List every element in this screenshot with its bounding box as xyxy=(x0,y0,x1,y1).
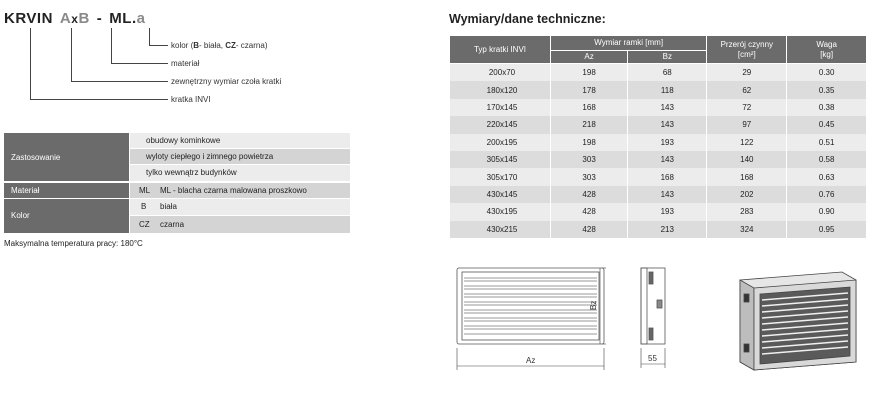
code-a: A xyxy=(59,10,72,27)
zastosowanie-item: wyloty ciepłego i zimnego powietrza xyxy=(146,152,274,161)
header-bz: Bz xyxy=(628,51,707,64)
table-cell: 72 xyxy=(707,99,787,116)
code-dot: . xyxy=(131,10,137,27)
table-cell: 0.30 xyxy=(787,64,867,82)
legend-kolor: kolor (B- biała, CZ- czarna) xyxy=(171,41,268,50)
product-code xyxy=(4,10,145,27)
leader-line xyxy=(30,28,31,100)
isometric-view-drawing xyxy=(740,272,856,370)
tech-table xyxy=(449,35,867,238)
table-cell: 62 xyxy=(707,81,787,98)
kolor-code: B xyxy=(141,202,147,211)
side-view-drawing xyxy=(641,268,665,344)
header-area: Przerój czynny [cm²] xyxy=(707,36,787,64)
kolor-code: CZ xyxy=(139,220,150,229)
legend-material: materiał xyxy=(171,59,200,68)
code-suffix: a xyxy=(136,10,146,27)
table-cell: 143 xyxy=(628,116,707,133)
kolor-value: biała xyxy=(160,202,177,211)
code-x: x xyxy=(71,12,79,26)
code-dash: - xyxy=(96,10,103,27)
table-row xyxy=(450,186,867,203)
table-cell: 193 xyxy=(628,134,707,151)
dimension-bz-label: Bz xyxy=(589,300,598,310)
front-view-louvers xyxy=(464,278,597,334)
table-cell: 0.38 xyxy=(787,99,867,116)
table-cell: 193 xyxy=(628,203,707,220)
header-az: Az xyxy=(550,51,627,64)
material-code: ML xyxy=(139,186,151,195)
table-cell: 303 xyxy=(550,151,627,168)
header-weight: Waga [kg] xyxy=(787,36,867,64)
leader-line xyxy=(71,28,72,82)
table-row xyxy=(450,134,867,151)
table-cell: 200x70 xyxy=(450,64,551,82)
dimension-az-label: Az xyxy=(526,356,536,365)
zastosowanie-label-cell xyxy=(4,133,129,181)
material-value: ML - blacha czarna malowana proszkowo xyxy=(160,186,307,195)
max-temperature-note: Maksymalna temperatura pracy: 180°C xyxy=(4,239,143,248)
table-cell: 0.76 xyxy=(787,186,867,203)
table-cell: 305x170 xyxy=(450,168,551,185)
leader-line xyxy=(111,28,112,64)
table-cell: 0.58 xyxy=(787,151,867,168)
table-cell: 180x120 xyxy=(450,81,551,98)
table-cell: 218 xyxy=(550,116,627,133)
table-cell: 143 xyxy=(628,151,707,168)
leader-line xyxy=(71,81,168,82)
legend-outer-dimension: zewnętrzny wymiar czoła kratki xyxy=(171,77,282,86)
table-cell: 198 xyxy=(550,64,627,82)
table-row xyxy=(450,203,867,220)
table-cell: 178 xyxy=(550,81,627,98)
table-cell: 430x145 xyxy=(450,186,551,203)
technical-drawings xyxy=(440,258,870,398)
dimension-depth-label: 55 xyxy=(648,354,657,363)
table-cell: 168 xyxy=(707,168,787,185)
table-cell: 97 xyxy=(707,116,787,133)
table-cell: 0.63 xyxy=(787,168,867,185)
table-cell: 303 xyxy=(550,168,627,185)
leader-line xyxy=(111,63,168,64)
table-cell: 428 xyxy=(550,186,627,203)
header-type: Typ kratki INVI xyxy=(450,36,551,64)
table-cell: 118 xyxy=(628,81,707,98)
dimension-bz xyxy=(600,268,606,344)
table-row xyxy=(450,64,867,82)
table-cell: 143 xyxy=(628,186,707,203)
zastosowanie-label: Zastosowanie xyxy=(11,153,61,162)
table-cell: 170x145 xyxy=(450,99,551,116)
tech-title: Wymiary/dane techniczne: xyxy=(449,12,606,26)
table-cell: 428 xyxy=(550,203,627,220)
table-cell: 0.45 xyxy=(787,116,867,133)
code-ml: ML xyxy=(109,10,132,27)
table-row xyxy=(450,116,867,133)
table-cell: 305x145 xyxy=(450,151,551,168)
table-row xyxy=(450,99,867,116)
table-cell: 0.90 xyxy=(787,203,867,220)
table-row xyxy=(450,168,867,185)
table-cell: 428 xyxy=(550,221,627,238)
table-cell: 0.35 xyxy=(787,81,867,98)
table-cell: 220x145 xyxy=(450,116,551,133)
table-cell: 200x195 xyxy=(450,134,551,151)
table-cell: 122 xyxy=(707,134,787,151)
table-cell: 198 xyxy=(550,134,627,151)
table-cell: 213 xyxy=(628,221,707,238)
table-cell: 0.51 xyxy=(787,134,867,151)
code-prefix: KRVIN xyxy=(4,10,53,27)
table-cell: 140 xyxy=(707,151,787,168)
table-row xyxy=(450,221,867,238)
table-cell: 324 xyxy=(707,221,787,238)
table-cell: 430x195 xyxy=(450,203,551,220)
kolor-label: Kolor xyxy=(11,211,30,220)
kolor-value: czarna xyxy=(160,220,185,229)
front-view-drawing xyxy=(457,268,604,344)
material-label: Materiał xyxy=(11,186,40,195)
header-frame: Wymiar ramki [mm] xyxy=(550,36,706,51)
table-row xyxy=(450,81,867,98)
leader-line xyxy=(30,99,168,100)
table-cell: 283 xyxy=(707,203,787,220)
leader-line xyxy=(149,45,168,46)
code-b: B xyxy=(78,10,90,27)
table-cell: 168 xyxy=(628,168,707,185)
table-cell: 168 xyxy=(550,99,627,116)
table-cell: 202 xyxy=(707,186,787,203)
legend-grille: kratka INVI xyxy=(171,95,211,104)
table-row xyxy=(450,151,867,168)
table-cell: 430x215 xyxy=(450,221,551,238)
zastosowanie-item: tylko wewnątrz budynków xyxy=(146,168,237,177)
table-cell: 68 xyxy=(628,64,707,82)
table-cell: 0.95 xyxy=(787,221,867,238)
table-cell: 143 xyxy=(628,99,707,116)
table-cell: 29 xyxy=(707,64,787,82)
zastosowanie-item: obudowy kominkowe xyxy=(146,136,221,145)
leader-line xyxy=(149,28,150,46)
